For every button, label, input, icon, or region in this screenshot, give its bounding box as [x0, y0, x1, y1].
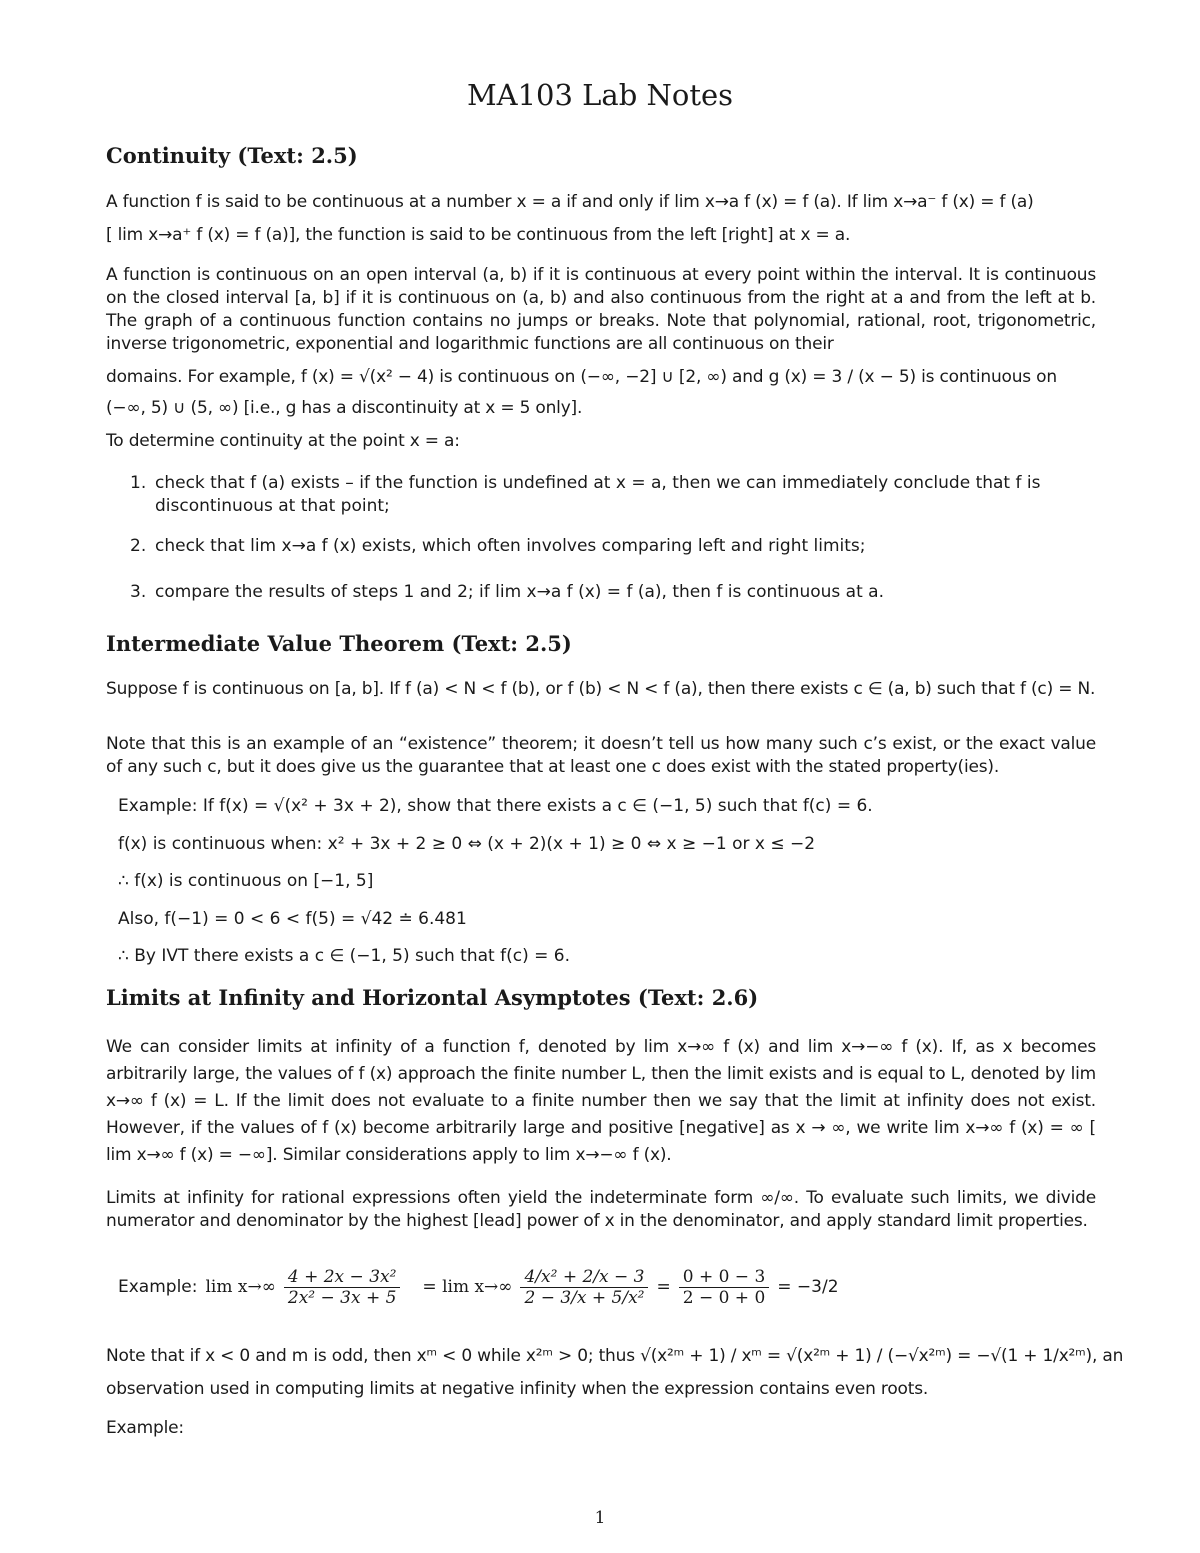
page-number: 1 [594, 1508, 606, 1528]
example-fraction-1: $\frac{\text{4 + 2x − 3x²}}{\text{2x² − 3x + 5}}$ [284, 1267, 401, 1308]
section-heading-continuity: Continuity (Text: 2.5) [106, 143, 358, 168]
list-text: check that lim x→a f (x) exists, which often involves comparing left and right limits; [155, 536, 866, 556]
list-text: compare the results of steps 1 and 2; if lim x→a f (x) = f (a), then f is continuous at a. [155, 582, 884, 602]
ivt-example-line: ∴ f(x) is continuous on [−1, 5] [118, 871, 374, 891]
limits-para2: Limits at infinity for rational expressions often yield the indeterminate form ∞/∞. To evaluate such limits, we divide numerator and denominator by the highest [lead] power of x in the denominator, and apply standard limit properties. [106, 1188, 1096, 1231]
ivt-example-line: ∴ By IVT there exists a c ∈ (−1, 5) such that f(c) = 6. [118, 946, 570, 966]
continuity-para1-line2: [ lim x→a⁺ f (x) = f (a)], the function is said to be continuous from the left [right] at x = a. [106, 225, 851, 245]
limits-para1: We can consider limits at infinity of a function f, denoted by lim x→∞ f (x) and lim x→−∞ f (x). If, as x becomes arbitrarily large, the values of f (x) approach the finite number L, then the limit exists and is equal to L, denoted by lim x→∞ f (x) = L. If the limit does not evaluate to a finite number then we say that the limit at infinity does not exist. However, if the values of f (x) become arbitrarily large and positive [negative] as x → ∞, we write lim x→∞ f (x) = ∞ [ lim x→∞ f (x) = −∞]. Similar considerations apply to lim x→−∞ f (x). [106, 1037, 1096, 1165]
limits-para4: Example: [106, 1418, 184, 1438]
equals-sign: = [656, 1277, 671, 1297]
ivt-para2: Note that this is an example of an “existence” theorem; it doesn’t tell us how many such c’s exist, or the exact value of any such c, but it does give us the guarantee that at least one c does exist with the stated property(ies). [106, 734, 1096, 777]
ivt-example-line: Example: If f(x) = √(x² + 3x + 2), show that there exists a c ∈ (−1, 5) such that f(c) = 6. [118, 796, 873, 816]
list-number: 2. [130, 536, 147, 556]
list-text: check that f (a) exists – if the function is undefined at x = a, then we can immediately conclude that f is discontinuous at that point; [155, 473, 1041, 516]
limits-para3-line2: observation used in computing limits at negative infinity when the expression contains even roots. [106, 1379, 929, 1399]
limits-example [118, 1262, 839, 1312]
list-item [130, 581, 1096, 604]
list-number: 3. [130, 582, 147, 602]
limits-para3-line1: Note that if x < 0 and m is odd, then xᵐ < 0 while x²ᵐ > 0; thus √(x²ᵐ + 1) / xᵐ = √(x²ᵐ + 1) / (−√x²ᵐ) = −√(1 + 1/x²ᵐ), an [106, 1346, 1124, 1366]
continuity-para3: To determine continuity at the point x = a: [106, 431, 460, 451]
example-fraction-2: $\frac{\text{4/x² + 2/x − 3}}{\text{2 − 3/x + 5/x²}}$ [520, 1267, 648, 1308]
ivt-example-line: Also, f(−1) = 0 < 6 < f(5) = √42 ≐ 6.481 [118, 909, 467, 929]
ivt-para1: Suppose f is continuous on [a, b]. If f (a) < N < f (b), or f (b) < N < f (a), then there exists c ∈ (a, b) such that f (c) = N. [106, 679, 1096, 699]
list-number: 1. [130, 473, 147, 493]
example-lim: lim x→∞ [205, 1277, 276, 1297]
ivt-example-line: f(x) is continuous when: x² + 3x + 2 ≥ 0 ⇔ (x + 2)(x + 1) ≥ 0 ⇔ x ≥ −1 or x ≤ −2 [118, 834, 816, 854]
continuity-para2-line5: domains. For example, f (x) = √(x² − 4) is continuous on (−∞, −2] ∪ [2, ∞) and g (x) = 3 / (x − 5) is continuous on [106, 367, 1057, 387]
continuity-para1-line1: A function f is said to be continuous at a number x = a if and only if lim x→a f (x) = f (a). If lim x→a⁻ f (x) = f (a) [106, 192, 1034, 212]
page-title: MA103 Lab Notes [466, 78, 734, 112]
list-item [130, 472, 1096, 518]
example-fraction-3: $\frac{0 + 0 - 3}{2 - 0 + 0}$ [679, 1267, 770, 1308]
example-eq-1: = lim x→∞ [422, 1277, 513, 1297]
list-item [130, 535, 1096, 558]
section-heading-ivt: Intermediate Value Theorem (Text: 2.5) [106, 631, 572, 656]
section-heading-limits: Limits at Infinity and Horizontal Asymptotes (Text: 2.6) [106, 985, 759, 1010]
continuity-para2-line6: (−∞, 5) ∪ (5, ∞) [i.e., g has a discontinuity at x = 5 only]. [106, 398, 583, 418]
example-result: = −3/2 [777, 1277, 839, 1297]
continuity-para2: A function is continuous on an open interval (a, b) if it is continuous at every point within the interval. It is continuous on the closed interval [a, b] if it is continuous on (a, b) and also continuous from the right at a and from the left at b. The graph of a continuous function contains no jumps or breaks. Note that polynomial, rational, root, trigonometric, inverse trigonometric, exponential and logarithmic functions are all continuous on their [106, 265, 1096, 354]
example-label: Example: [118, 1277, 198, 1297]
